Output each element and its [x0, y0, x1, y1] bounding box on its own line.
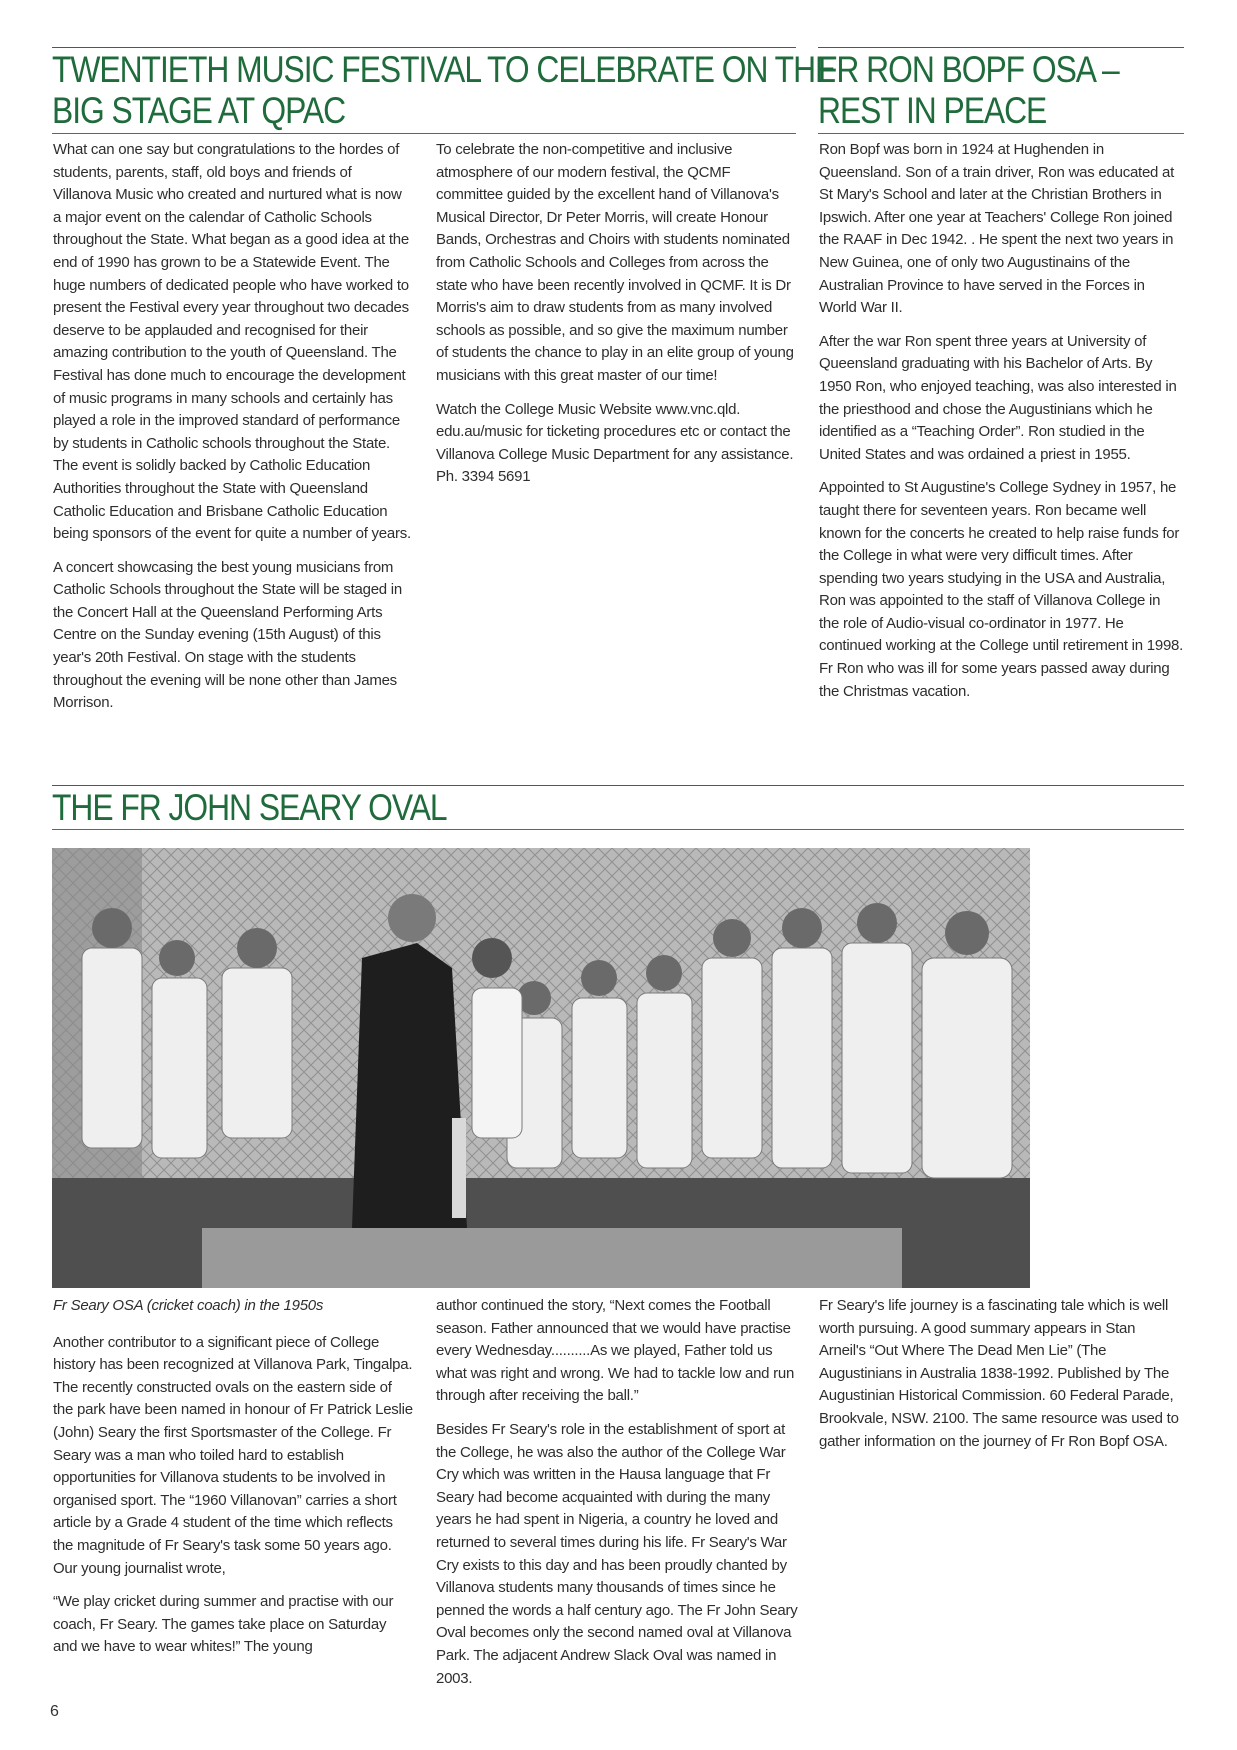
article1-col2-paragraph-1: To celebrate the non-competitive and inclusive atmosphere of our modern festival, the QCMF committee guided by the excellent hand of Villanova's Musical Director, Dr Peter Morris, will create Honour Bands, Orchestras and Choirs with students nominated from Catholic Schools and Colleges from across the state who have been recently involved in QCMF. It is Dr Morris's aim to draw students from as many involved schools as possible, and so give the maximum number of students the chance to play in an elite group of young musicians with this great master of our time!	[436, 141, 794, 384]
top-rule-right	[818, 47, 1184, 48]
article3-col2-paragraph-1: author continued the story, “Next comes the Football season. Father announced that we would have practise every Wednesday..........As we played, Father told us what was right and wrong. We had to tackle low and run through after receiving the ball.”	[436, 1297, 795, 1405]
photo-caption: Fr Seary OSA (cricket coach) in the 1950s	[53, 1297, 324, 1314]
page-number: 6	[50, 1703, 59, 1720]
article2-paragraph-3: Appointed to St Augustine's College Sydney in 1957, he taught there for seventeen years. Ron became well known for the concerts he created to help raise funds for the College in what were very difficult times. After spending two years studying in the USA and Australia, Ron was appointed to the staff of Villanova College in the role of Audio-visual co-ordinator in 1977. He continued working at the College until retirement in 1998. Fr Ron who was ill for some years passed away during the Christmas vacation.	[819, 479, 1184, 700]
article1-headline	[52, 49, 835, 131]
article3-col1-paragraph-1: Another contributor to a significant piece of College history has been recognized at Villanova Park, Tingalpa. The recently constructed ovals on the eastern side of the park have been named in honour of Fr Patrick Leslie (John) Seary the first Sportsmaster of the College. Fr Seary was a man who toiled hard to establish opportunities for Villanova students to be involved in organised sport. The “1960 Villanovan” carries a short article by a Grade 4 student of the time which reflects the magnitude of Fr Seary's task some 50 years ago. Our young journalist wrote,	[53, 1333, 413, 1577]
article1-col2-paragraph-2: Watch the College Music Website www.vnc.qld. edu.au/music for ticketing procedures etc or contact the Villanova College Music Department for any assistance. Ph. 3394 5691	[436, 400, 794, 486]
article3-headline-underline	[52, 829, 1184, 830]
article2-column	[819, 139, 1184, 714]
article3-column-2	[436, 1295, 801, 1701]
section-rule	[52, 785, 1184, 786]
article3-col1-paragraph-2: “We play cricket during summer and practise with our coach, Fr Seary. The games take place on Saturday and we have to wear whites!” The young	[53, 1593, 394, 1656]
article3-title: THE FR JOHN SEARY OVAL	[52, 787, 447, 828]
article3-column-3	[819, 1295, 1184, 1464]
cricket-team-photo	[52, 848, 1030, 1288]
photo-illustration	[52, 848, 1030, 1288]
article2-paragraph-1: Ron Bopf was born in 1924 at Hughenden in Queensland. Son of a train driver, Ron was educated at St Mary's School and later at the Christian Brothers in Ipswich. After one year at Teachers' College Ron joined the RAAF in Dec 1942. . He spent the next two years in New Guinea, one of only two Augustinains of the Australian Province to have served in the Forces in World War II.	[819, 141, 1175, 317]
article1-col1-paragraph-2: A concert showcasing the best young musicians from Catholic Schools throughout the State will be staged in the Concert Hall at the Queensland Performing Arts Centre on the Sunday evening (15th August) of this year's 20th Festival. On stage with the students throughout the evening will be none other than James Morrison.	[53, 558, 402, 712]
article1-headline-underline	[52, 133, 796, 134]
article3-headline	[52, 787, 447, 828]
article3-col2-paragraph-2: Besides Fr Seary's role in the establishment of sport at the College, he was also the author of the College War Cry which was written in the Hausa language that Fr Seary had become acquainted with during the many years he had spent in Nigeria, a country he loved and returned to several times during his life. Fr Seary's War Cry exists to this day and has been proudly chanted by Villanova students many thousands of times since he penned the words a half century ago. The Fr John Seary Oval becomes only the second named oval at Villanova Park. The adjacent Andrew Slack Oval was named in 2003.	[436, 1420, 798, 1687]
article3-col3-paragraph-1: Fr Seary's life journey is a fascinating tale which is well worth pursuing. A good summary appears in Stan Arneil's “Out Where The Dead Men Lie” (The Augustinians in Australia 1838-1992. Published by The Augustinian Historical Commission. 60 Federal Parade, Brookvale, NSW. 2100. The same resource was used to gather information on the journey of Fr Ron Bopf OSA.	[819, 1297, 1179, 1450]
top-rule-left	[52, 47, 796, 48]
article1-column-2	[436, 139, 796, 500]
article1-column-1	[53, 139, 413, 726]
article1-title-line1: TWENTIETH MUSIC FESTIVAL TO CELEBRATE ON THE	[52, 49, 836, 90]
article2-headline-underline	[818, 133, 1184, 134]
article1-title-line2: BIG STAGE AT QPAC	[52, 90, 346, 131]
article2-paragraph-2: After the war Ron spent three years at University of Queensland graduating with his Bachelor of Arts. By 1950 Ron, who enjoyed teaching, was also interested in the priesthood and chose the Augustinians which he identified as a “Teaching Order”. Ron studied in the United States and was ordained a priest in 1955.	[819, 332, 1177, 463]
article2-headline	[818, 49, 1119, 131]
article1-col1-paragraph-1: What can one say but congratulations to the hordes of students, parents, staff, old boys and friends of Villanova Music who created and nurtured what is now a major event on the calendar of Catholic Schools throughout the State. What began as a good idea at the end of 1990 has grown to be a Statewide Event. The huge numbers of dedicated people who have worked to present the Festival every year throughout two decades deserve to be applauded and recognised for their amazing contribution to the youth of Queensland. The Festival has done much to encourage the development of music programs in many schools and certainly has played a role in the improved standard of performance by students in Catholic schools throughout the State. The event is solidly backed by Catholic Education Authorities throughout the State with Queensland Catholic Education and Brisbane Catholic Education being sponsors of the event for quite a number of years.	[53, 141, 411, 543]
article2-title-line2: REST IN PEACE	[818, 90, 1047, 131]
article3-column-1	[53, 1295, 413, 1670]
article2-title-line1: FR RON BOPF OSA –	[818, 49, 1119, 90]
